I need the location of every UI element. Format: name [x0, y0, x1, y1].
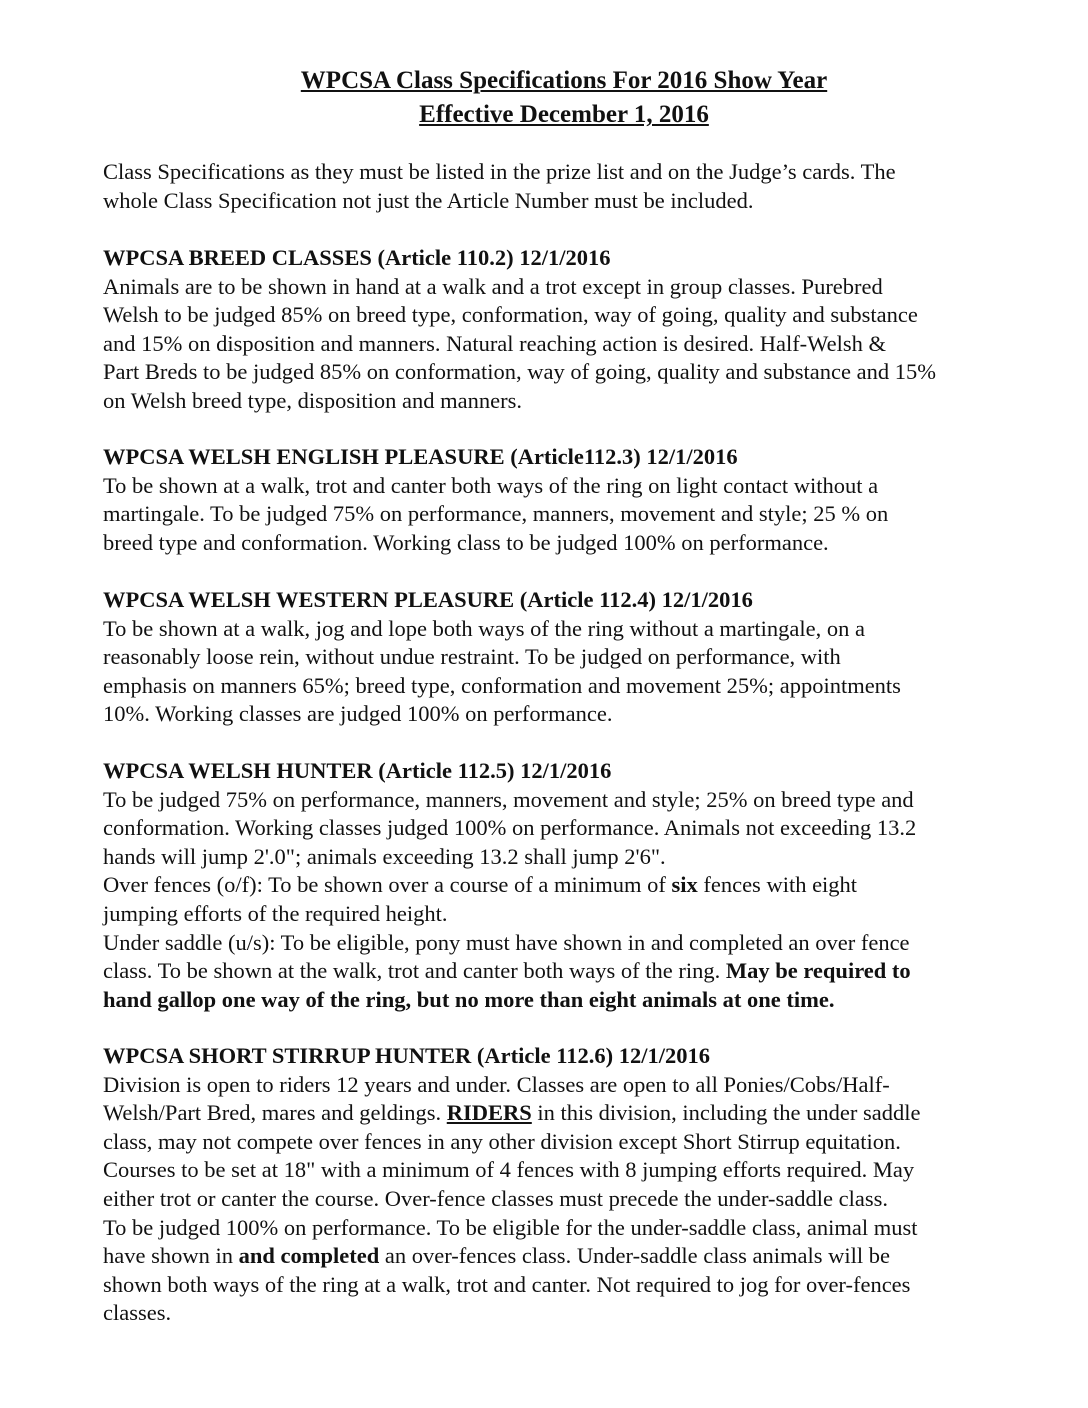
section-heading: WPCSA BREED CLASSES (Article 110.2) 12/1/2016: [103, 245, 611, 270]
riders-line-text-end: in this division, including the under saddle: [531, 1100, 921, 1126]
completed-emphasis: and completed: [238, 1243, 380, 1269]
effective-date-title: Effective December 1, 2016: [419, 101, 709, 128]
six-emphasis: six: [671, 872, 698, 898]
section-line: To be shown at a walk, jog and lope both ways of the ring without a martingale, on a: [103, 615, 866, 641]
completed-line-text-end: an over-fences class. Under-saddle class animals will be: [379, 1243, 891, 1269]
section-heading: WPCSA WELSH HUNTER (Article 112.5) 12/1/2016: [103, 758, 612, 783]
section-line: Courses to be set at 18" with a minimum of 4 fences with 8 jumping efforts required. May: [103, 1157, 915, 1183]
gallop-requirement-emphasis: May be required to: [725, 958, 911, 984]
section-line: Division is open to riders 12 years and under. Classes are open to all Ponies/Cobs/Half-: [103, 1071, 890, 1097]
over-fences-text-end: fences with eight: [697, 872, 858, 898]
section-heading: WPCSA WELSH ENGLISH PLEASURE (Article112.3) 12/1/2016: [103, 444, 738, 469]
gallop-requirement-emphasis: hand gallop one way of the ring, but no more than eight animals at one time.: [103, 986, 835, 1012]
riders-emphasis: RIDERS: [446, 1100, 532, 1126]
section-line: martingale. To be judged 75% on performance, manners, movement and style; 25 % on: [103, 501, 889, 527]
section-heading: WPCSA WELSH WESTERN PLEASURE (Article 112.4) 12/1/2016: [103, 587, 753, 612]
section-line: reasonably loose rein, without undue restraint. To be judged on performance, with: [103, 644, 841, 670]
completed-line-text: have shown in: [103, 1243, 239, 1269]
intro-line: whole Class Specification not just the Article Number must be included.: [103, 187, 754, 213]
riders-line-text: Welsh/Part Bred, mares and geldings.: [103, 1100, 447, 1126]
section-line: To be judged 100% on performance. To be eligible for the under-saddle class, animal must: [103, 1214, 918, 1240]
section-line: To be shown at a walk, trot and canter both ways of the ring on light contact without a: [103, 472, 879, 498]
section-line: To be judged 75% on performance, manners, movement and style; 25% on breed type and: [103, 786, 914, 812]
section-line: hands will jump 2'.0"; animals exceeding 13.2 shall jump 2'6".: [103, 843, 666, 869]
over-fences-text: Over fences (o/f): To be shown over a course of a minimum of: [103, 872, 672, 898]
section-line: on Welsh breed type, disposition and manners.: [103, 387, 522, 413]
section-line: Animals are to be shown in hand at a walk and a trot except in group classes. Purebred: [103, 273, 883, 299]
section-line: Welsh to be judged 85% on breed type, conformation, way of going, quality and substance: [103, 302, 918, 328]
completed-line: [103, 1242, 1033, 1271]
section-line: emphasis on manners 65%; breed type, conformation and movement 25%; appointments: [103, 672, 901, 698]
under-saddle-line: [103, 957, 1033, 986]
section-short-stirrup-hunter: [103, 1042, 1033, 1328]
riders-line: [103, 1099, 1033, 1128]
over-fences-line: [103, 871, 1033, 900]
section-line: breed type and conformation. Working class to be judged 100% on performance.: [103, 529, 829, 555]
section-english-pleasure: [103, 443, 1033, 557]
section-breed-classes: [103, 244, 1033, 416]
intro-line: Class Specifications as they must be listed in the prize list and on the Judge’s cards. The: [103, 159, 896, 184]
section-line: and 15% on disposition and manners. Natural reaching action is desired. Half-Welsh &: [103, 330, 886, 356]
section-line: classes.: [103, 1300, 172, 1326]
section-line: conformation. Working classes judged 100% on performance. Animals not exceeding 13.2: [103, 815, 917, 841]
section-line: 10%. Working classes are judged 100% on performance.: [103, 701, 613, 727]
section-line: jumping efforts of the required height.: [103, 900, 448, 926]
under-saddle-line: Under saddle (u/s): To be eligible, pony must have shown in and completed an over fence: [103, 929, 910, 955]
section-heading: WPCSA SHORT STIRRUP HUNTER (Article 112.6) 12/1/2016: [103, 1043, 710, 1068]
section-western-pleasure: [103, 586, 1033, 729]
section-line: either trot or canter the course. Over-fence classes must precede the under-saddle class.: [103, 1185, 888, 1211]
section-line: Part Breds to be judged 85% on conformation, way of going, quality and substance and 15%: [103, 359, 936, 385]
document-title: WPCSA Class Specifications For 2016 Show Year: [300, 67, 828, 94]
section-line: class, may not compete over fences in any other division except Short Stirrup equitation.: [103, 1128, 901, 1154]
section-line: shown both ways of the ring at a walk, trot and canter. Not required to jog for over-fences: [103, 1271, 911, 1297]
intro-paragraph: [103, 158, 1033, 215]
section-welsh-hunter: [103, 757, 1033, 1014]
under-saddle-text: class. To be shown at the walk, trot and canter both ways of the ring.: [103, 958, 726, 984]
